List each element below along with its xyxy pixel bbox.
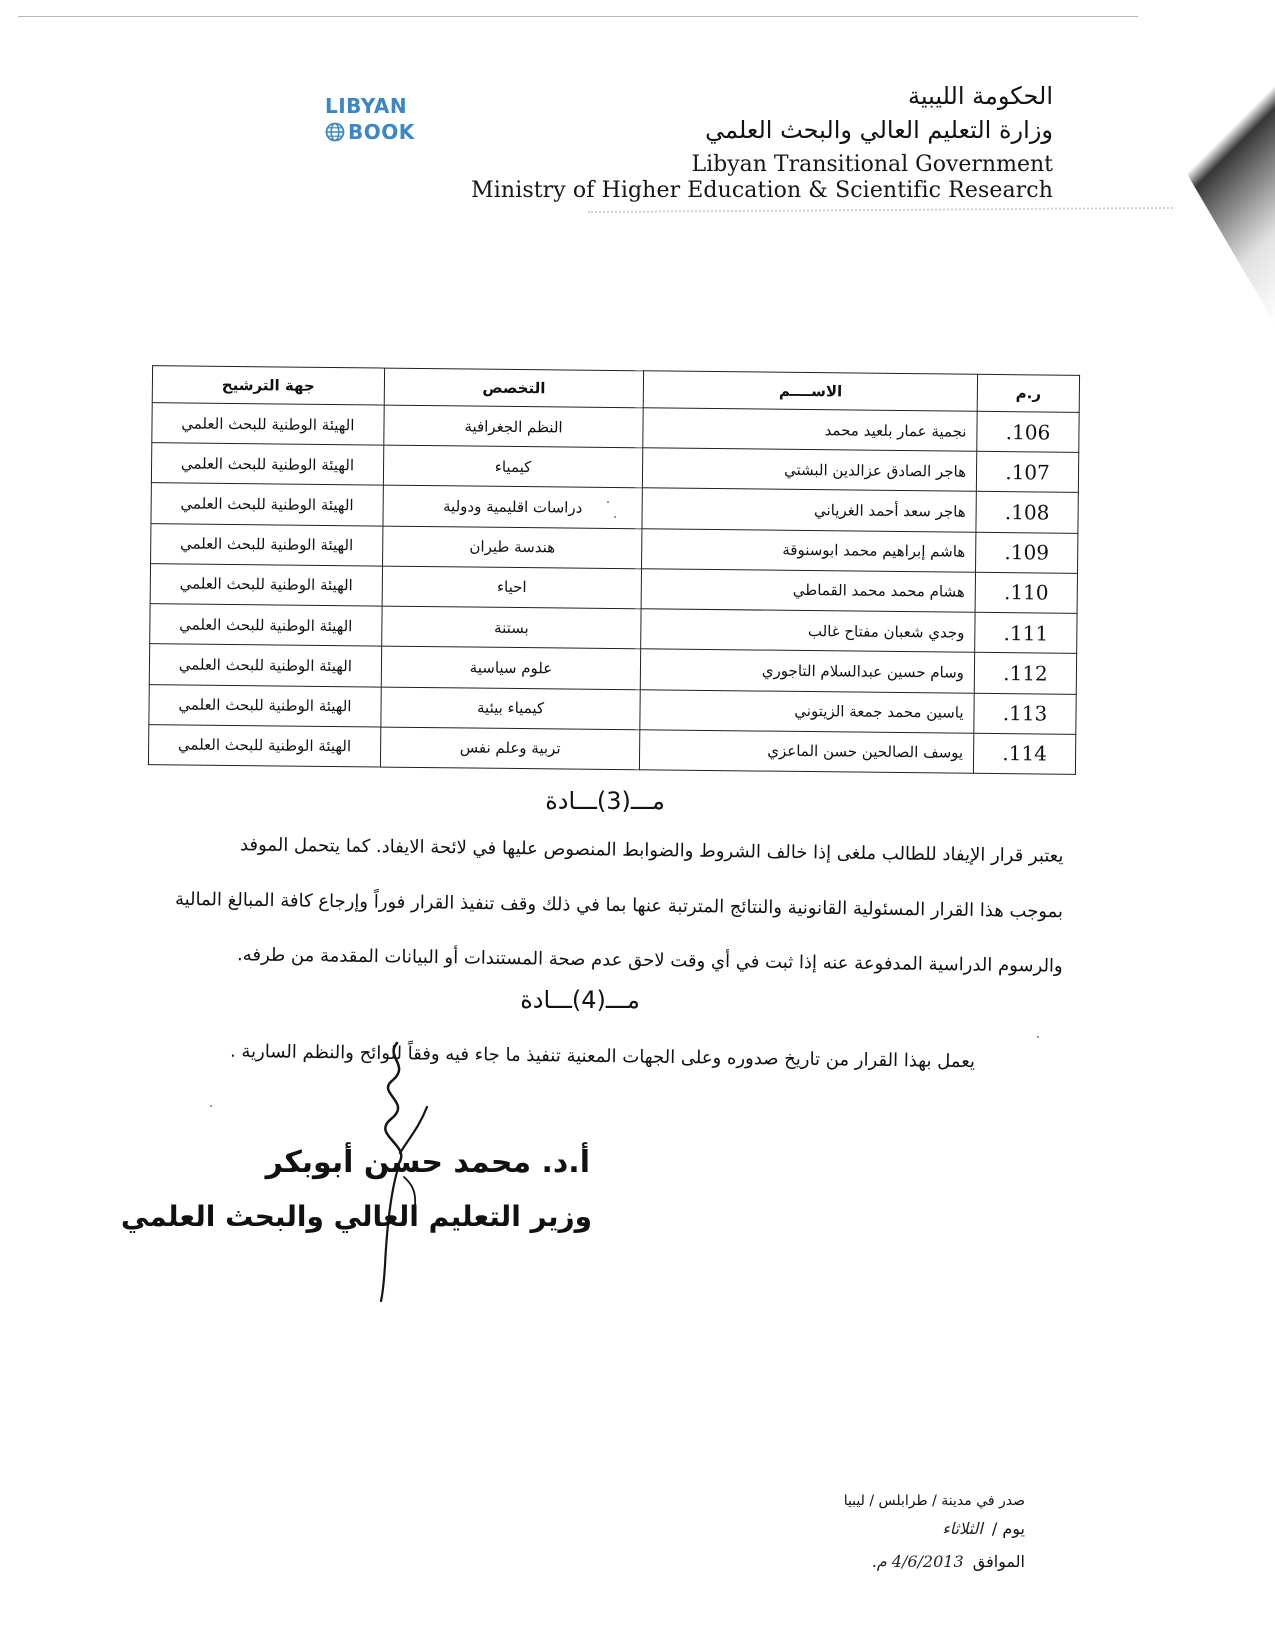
header-nominating-body: جهة الترشيح	[152, 366, 384, 405]
logo-line-2-container	[325, 120, 415, 144]
row-nominating-body: الهيئة الوطنية للبحث العلمي	[149, 644, 381, 687]
scan-corner-shadow	[1105, 34, 1275, 324]
row-nominating-body: الهيئة الوطنية للبحث العلمي	[149, 684, 381, 727]
row-number: .108	[976, 492, 1078, 533]
row-name: هاجر سعد أحمد الغرياني	[642, 488, 976, 532]
row-name: نجمية عمار بلعيد محمد	[643, 408, 977, 452]
row-number: .109	[976, 532, 1078, 573]
article-3-line-3: والرسوم الدراسية المدفوعة عنه إذا ثبت في أي وقت لاحق عدم صحة المستندات أو البيانات المقدمة من طرفه.	[237, 944, 1064, 977]
row-name: هاشم إبراهيم محمد ابوسنوقة	[642, 528, 976, 572]
article-3-title: مـــ(3)ـــادة	[545, 787, 665, 815]
globe-icon	[325, 122, 345, 142]
row-specialization: علوم سياسية	[381, 646, 641, 689]
row-nominating-body: الهيئة الوطنية للبحث العلمي	[151, 483, 383, 526]
row-name: هاجر الصادق عزالدين البشتي	[643, 448, 977, 492]
corresponding-value: 4/6/2013 م.	[871, 1552, 964, 1571]
header-specialization: التخصص	[384, 368, 644, 408]
row-name: هشام محمد محمد القماطي	[641, 569, 975, 613]
header-name: الاســــم	[644, 371, 978, 411]
scan-speck	[607, 501, 609, 503]
row-nominating-body: الهيئة الوطنية للبحث العلمي	[151, 523, 383, 566]
row-specialization: احياء	[382, 566, 642, 609]
decision-table	[148, 365, 1080, 775]
article-3-line-1: يعتبر قرار الإيفاد للطالب ملغى إذا خالف الشروط والضوابط المنصوص عليها في لائحة الايفاد. كما يتحمل الموفد	[239, 834, 1064, 867]
row-nominating-body: الهيئة الوطنية للبحث العلمي	[148, 724, 380, 767]
logo-line-1: LIBYAN	[325, 94, 408, 118]
row-number: .113	[974, 693, 1076, 734]
row-number: .114	[973, 733, 1075, 774]
table-row	[148, 724, 1075, 774]
row-nominating-body: الهيئة الوطنية للبحث العلمي	[150, 564, 382, 607]
article-4-text: يعمل بهذا القرار من تاريخ صدوره وعلى الجهات المعنية تنفيذ ما جاء فيه وفقاً للوائح والنظم السارية .	[229, 1040, 976, 1073]
row-name: وسام حسين عبدالسلام التاجوري	[641, 649, 975, 693]
row-nominating-body: الهيئة الوطنية للبحث العلمي	[150, 604, 382, 647]
row-specialization: كيمياء	[383, 445, 643, 488]
row-specialization: هندسة طيران	[382, 526, 642, 569]
scan-speck	[1037, 1036, 1039, 1038]
day-line	[942, 1519, 1025, 1538]
row-number: .112	[974, 653, 1076, 694]
corresponding-label: الموافق	[972, 1552, 1025, 1571]
day-value: الثلاثاء	[942, 1519, 983, 1538]
row-specialization: بستنة	[381, 606, 641, 649]
arabic-government-heading: الحكومة الليبية	[908, 82, 1053, 110]
top-scan-rule	[18, 16, 1138, 17]
row-nominating-body: الهيئة الوطنية للبحث العلمي	[151, 443, 383, 486]
row-specialization: النظم الجغرافية	[384, 405, 644, 448]
english-government-heading: Libyan Transitional Government	[691, 152, 1053, 177]
row-name: يوسف الصالحين حسن الماعزي	[640, 730, 974, 774]
row-name: وجدي شعبان مفتاح غالب	[641, 609, 975, 653]
logo-line-2: BOOK	[348, 120, 415, 144]
row-specialization: تربية وعلم نفس	[380, 727, 640, 770]
row-number: .107	[976, 452, 1078, 493]
row-nominating-body: الهيئة الوطنية للبحث العلمي	[152, 403, 384, 446]
row-name: ياسين محمد جمعة الزيتوني	[640, 689, 974, 733]
scan-speck	[614, 516, 616, 518]
article-3-line-2: بموجب هذا القرار المسئولية القانونية والنتائج المترتبة عنها بما في ذلك وقف تنفيذ القرار فوراً وإرجاع كافة المبالغ المالية	[174, 888, 1064, 923]
libyan-book-logo	[325, 96, 425, 148]
english-ministry-heading: Ministry of Higher Education & Scientific Research	[471, 178, 1053, 203]
signer-title: وزير التعليم العالي والبحث العلمي	[120, 1200, 592, 1233]
row-number: .106	[977, 411, 1079, 452]
header-number: ر.م	[977, 374, 1079, 412]
row-number: .110	[975, 572, 1077, 613]
issued-in-text: صدر في مدينة / طرابلس / ليبيا	[843, 1493, 1025, 1509]
row-number: .111	[975, 612, 1077, 653]
corresponding-date-line	[872, 1552, 1025, 1571]
row-specialization: كيمياء بيئية	[381, 687, 641, 730]
decision-table-wrapper	[148, 365, 1080, 775]
day-label: يوم /	[991, 1519, 1025, 1538]
signer-name: أ.د. محمد حسن أبوبكر	[265, 1145, 590, 1180]
arabic-ministry-heading: وزارة التعليم العالي والبحث العلمي	[705, 116, 1053, 144]
header-dotted-rule	[588, 207, 1173, 213]
row-specialization: دراسات اقليمية ودولية	[383, 486, 643, 529]
article-4-title: مـــ(4)ـــادة	[520, 986, 640, 1014]
scan-speck	[210, 1105, 212, 1107]
